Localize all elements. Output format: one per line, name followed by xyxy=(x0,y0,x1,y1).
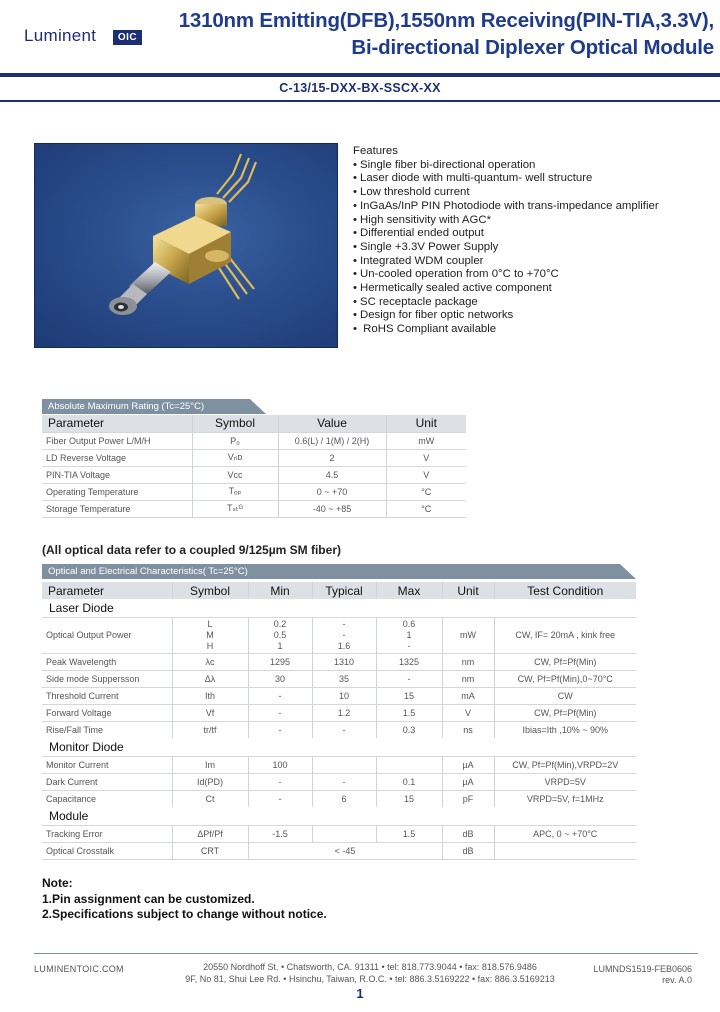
cell-symbol: tr/tf xyxy=(172,721,248,738)
cell-min: -1.5 xyxy=(248,825,312,842)
feature-item: • Single +3.3V Power Supply xyxy=(353,241,659,255)
cell-min: - xyxy=(248,687,312,704)
table-row xyxy=(42,653,636,670)
cell-max: 0.1 xyxy=(376,773,442,790)
cell-typical: 10 xyxy=(312,687,376,704)
table-row xyxy=(42,617,636,653)
cell-parameter: Optical Output Power xyxy=(42,617,172,653)
section-laser-diode: Laser Diode xyxy=(49,600,114,615)
col-header: Min xyxy=(248,582,312,599)
cell-max: 1.5 xyxy=(376,825,442,842)
min-l: 0.2 xyxy=(273,618,287,629)
col-header: Symbol xyxy=(172,582,248,599)
cell-unit: V xyxy=(442,704,494,721)
table-row xyxy=(42,500,466,517)
cell-unit: dB xyxy=(442,842,494,859)
cell-parameter: Side mode Suppersson xyxy=(42,670,172,687)
abs-max-title-bar: Absolute Maximum Rating (Tc=25°C) xyxy=(42,399,250,414)
cell-unit: mA xyxy=(442,687,494,704)
cell-symbol: Vf xyxy=(172,704,248,721)
table-row xyxy=(42,483,466,500)
cell-symbol xyxy=(172,617,248,653)
cell-typical: 1310 xyxy=(312,653,376,670)
cell-parameter: Capacitance xyxy=(42,790,172,807)
section-monitor-diode: Monitor Diode xyxy=(49,739,124,754)
cell-typical: 6 xyxy=(312,790,376,807)
cell-symbol: Vᴄᴄ xyxy=(192,466,278,483)
cell-parameter: Rise/Fall Time xyxy=(42,721,172,738)
min-m: 0.5 xyxy=(273,629,287,640)
cell-min: - xyxy=(248,704,312,721)
cell-max xyxy=(376,617,442,653)
title-line-2: Bi-directional Diplexer Optical Module xyxy=(351,36,714,59)
cell-typical xyxy=(312,617,376,653)
cell-unit: V xyxy=(386,449,466,466)
col-header: Parameter xyxy=(42,582,172,599)
cell-unit: µA xyxy=(442,756,494,773)
abs-max-table xyxy=(42,415,466,518)
table-row xyxy=(42,670,636,687)
cell-parameter: PIN-TIA Voltage xyxy=(42,466,192,483)
feature-item: • Single fiber bi-directional operation xyxy=(353,159,659,173)
cell-unit: °C xyxy=(386,483,466,500)
cell-min: - xyxy=(248,773,312,790)
cell-condition: VRPD=5V, f=1MHz xyxy=(494,790,636,807)
luminent-logo xyxy=(24,26,142,50)
section-row xyxy=(42,599,636,617)
cell-condition: CW, IF= 20mA , kink free xyxy=(494,617,636,653)
cell-unit: pF xyxy=(442,790,494,807)
cell-unit: nm xyxy=(442,670,494,687)
optical-table xyxy=(42,582,636,860)
cell-value: 4.5 xyxy=(278,466,386,483)
cell-parameter: Optical Crosstalk xyxy=(42,842,172,859)
cell-symbol: Tₒₚ xyxy=(192,483,278,500)
feature-item: • Low threshold current xyxy=(353,186,659,200)
table-row xyxy=(42,790,636,807)
table-row xyxy=(42,756,636,773)
footer-doc-id: LUMNDS1519-FEB0606 xyxy=(593,964,692,974)
footer-revision: rev. A.0 xyxy=(662,975,692,985)
feature-item: • Hermetically sealed active component xyxy=(353,282,659,296)
cell-typical: - xyxy=(312,773,376,790)
cell-parameter: Dark Current xyxy=(42,773,172,790)
col-header: Unit xyxy=(442,582,494,599)
cell-value: -40 ~ +85 xyxy=(278,500,386,517)
cell-min: 30 xyxy=(248,670,312,687)
note-item: 2.Specifications subject to change without notice. xyxy=(42,907,327,921)
col-header: Unit xyxy=(386,415,466,432)
feature-item: • SC receptacle package xyxy=(353,296,659,310)
part-number-divider xyxy=(0,100,720,102)
cell-unit: mW xyxy=(386,432,466,449)
cell-max: 1.5 xyxy=(376,704,442,721)
feature-item: • InGaAs/InP PIN Photodiode with trans-impedance amplifier xyxy=(353,200,659,214)
col-header: Parameter xyxy=(42,415,192,432)
cell-condition xyxy=(494,842,636,859)
cell-symbol: λᴄ xyxy=(172,653,248,670)
cell-parameter: Peak Wavelength xyxy=(42,653,172,670)
cell-typical xyxy=(312,825,376,842)
cell-value: 2 xyxy=(278,449,386,466)
document-title xyxy=(179,7,714,61)
cell-symbol: Δλ xyxy=(172,670,248,687)
footer-divider xyxy=(34,953,698,954)
cell-unit: dB xyxy=(442,825,494,842)
typ-h: 1.6 xyxy=(337,640,351,651)
cell-parameter: Tracking Error xyxy=(42,825,172,842)
col-header: Typical xyxy=(312,582,376,599)
table-row xyxy=(42,825,636,842)
cell-condition: APC, 0 ~ +70°C xyxy=(494,825,636,842)
table-header-row xyxy=(42,582,636,599)
section-row xyxy=(42,738,636,756)
logo-wordmark: Luminent xyxy=(24,26,97,45)
feature-item: • Integrated WDM coupler xyxy=(353,255,659,269)
col-header: Test Condition xyxy=(494,582,636,599)
cell-condition: CW, Pf=Pf(Min) xyxy=(494,704,636,721)
section-row xyxy=(42,807,636,825)
max-m: 1 xyxy=(406,629,412,640)
footer-address-tw: 9F, No 81, Shui Lee Rd. • Hsinchu, Taiwan, R.O.C. • tel: 886.3.5169222 • fax: 886.3.5169213 xyxy=(185,974,555,984)
cell-symbol: Tₛₜᴳ xyxy=(192,500,278,517)
features-items xyxy=(353,159,659,337)
feature-item: • Design for fiber optic networks xyxy=(353,309,659,323)
col-header: Symbol xyxy=(192,415,278,432)
cell-min: - xyxy=(248,721,312,738)
cell-max: - xyxy=(376,670,442,687)
logo-badge: OIC xyxy=(113,30,142,45)
optical-title-bar: Optical and Electrical Characteristics( Tc=25°C) xyxy=(42,564,620,579)
min-h: 1 xyxy=(277,640,283,651)
cell-symbol: ΔPf/Pf xyxy=(172,825,248,842)
table-row xyxy=(42,449,466,466)
cell-symbol: Ct xyxy=(172,790,248,807)
max-h: - xyxy=(407,640,411,651)
col-header: Value xyxy=(278,415,386,432)
fiber-note: (All optical data refer to a coupled 9/125µm SM fiber) xyxy=(42,543,341,557)
table-row xyxy=(42,432,466,449)
notes xyxy=(42,876,327,923)
cell-min xyxy=(248,617,312,653)
cell-condition: VRPD=5V xyxy=(494,773,636,790)
typ-l: - xyxy=(342,618,346,629)
cell-parameter: Forward Voltage xyxy=(42,704,172,721)
cell-unit: mW xyxy=(442,617,494,653)
footer-addresses xyxy=(160,961,580,985)
part-number: C-13/15-DXX-BX-SSCX-XX xyxy=(279,81,441,95)
cell-parameter: LD Reverse Voltage xyxy=(42,449,192,466)
cell-unit: ns xyxy=(442,721,494,738)
cell-max: 15 xyxy=(376,790,442,807)
cell-max xyxy=(376,756,442,773)
cell-typical: - xyxy=(312,721,376,738)
title-line-1: 1310nm Emitting(DFB),1550nm Receiving(PIN-TIA,3.3V), xyxy=(178,9,714,32)
cell-value: 0.6(L) / 1(M) / 2(H) xyxy=(278,432,386,449)
product-photo xyxy=(34,143,338,348)
cell-symbol: CRT xyxy=(172,842,248,859)
table-row xyxy=(42,687,636,704)
cell-min: 100 xyxy=(248,756,312,773)
symbol-m: M xyxy=(206,629,214,640)
table-row xyxy=(42,704,636,721)
cell-typical xyxy=(312,756,376,773)
cell-condition: CW, Pf=Pf(Min),VRPD=2V xyxy=(494,756,636,773)
table-header-row xyxy=(42,415,466,432)
table-row xyxy=(42,773,636,790)
col-header: Max xyxy=(376,582,442,599)
cell-condition: CW xyxy=(494,687,636,704)
cell-min: - xyxy=(248,790,312,807)
cell-unit: nm xyxy=(442,653,494,670)
features-list xyxy=(353,145,659,337)
footer-website: LUMINENTOIC.COM xyxy=(34,964,124,974)
page-number: 1 xyxy=(356,986,364,1001)
cell-max: 15 xyxy=(376,687,442,704)
table-row xyxy=(42,721,636,738)
table-row xyxy=(42,466,466,483)
cell-max: 1325 xyxy=(376,653,442,670)
diplexer-module-illustration xyxy=(35,144,338,348)
cell-symbol: Id(PD) xyxy=(172,773,248,790)
cell-symbol: P₀ xyxy=(192,432,278,449)
cell-symbol: Im xyxy=(172,756,248,773)
features-heading: Features xyxy=(353,145,398,157)
cell-typical: 35 xyxy=(312,670,376,687)
notes-heading: Note: xyxy=(42,876,73,890)
cell-parameter: Monitor Current xyxy=(42,756,172,773)
feature-item: • Laser diode with multi-quantum- well structure xyxy=(353,172,659,186)
footer-doc-info xyxy=(593,964,692,986)
cell-condition: CW, Pf=Pf(Min) xyxy=(494,653,636,670)
footer-address-us: 20550 Nordhoff St. • Chatsworth, CA. 91311 • tel: 818.773.9044 • fax: 818.576.9486 xyxy=(203,962,537,972)
section-module: Module xyxy=(49,808,89,823)
symbol-l: L xyxy=(207,618,213,629)
cell-min: 1295 xyxy=(248,653,312,670)
cell-parameter: Operating Temperature xyxy=(42,483,192,500)
cell-symbol: Ith xyxy=(172,687,248,704)
cell-unit: °C xyxy=(386,500,466,517)
note-item: 1.Pin assignment can be customized. xyxy=(42,891,255,906)
cell-typical: < -45 xyxy=(248,842,442,859)
cell-unit: µA xyxy=(442,773,494,790)
typ-m: - xyxy=(342,629,346,640)
max-l: 0.6 xyxy=(402,618,416,629)
cell-parameter: Storage Temperature xyxy=(42,500,192,517)
feature-item: • High sensitivity with AGC* xyxy=(353,214,659,228)
cell-condition: Ibias=Ith ,10% ~ 90% xyxy=(494,721,636,738)
cell-symbol: Vᵣₗᴅ xyxy=(192,449,278,466)
symbol-h: H xyxy=(206,640,214,651)
cell-parameter: Threshold Current xyxy=(42,687,172,704)
cell-typical: 1.2 xyxy=(312,704,376,721)
cell-value: 0 ~ +70 xyxy=(278,483,386,500)
table-row xyxy=(42,842,636,859)
cell-unit: V xyxy=(386,466,466,483)
feature-item: • Differential ended output xyxy=(353,227,659,241)
feature-item: • RoHS Compliant available xyxy=(353,323,659,337)
header-divider xyxy=(0,73,720,77)
cell-max: 0.3 xyxy=(376,721,442,738)
feature-item: • Un-cooled operation from 0°C to +70°C xyxy=(353,268,659,282)
cell-condition: CW, Pf=Pf(Min),0~70°C xyxy=(494,670,636,687)
cell-parameter: Fiber Output Power L/M/H xyxy=(42,432,192,449)
